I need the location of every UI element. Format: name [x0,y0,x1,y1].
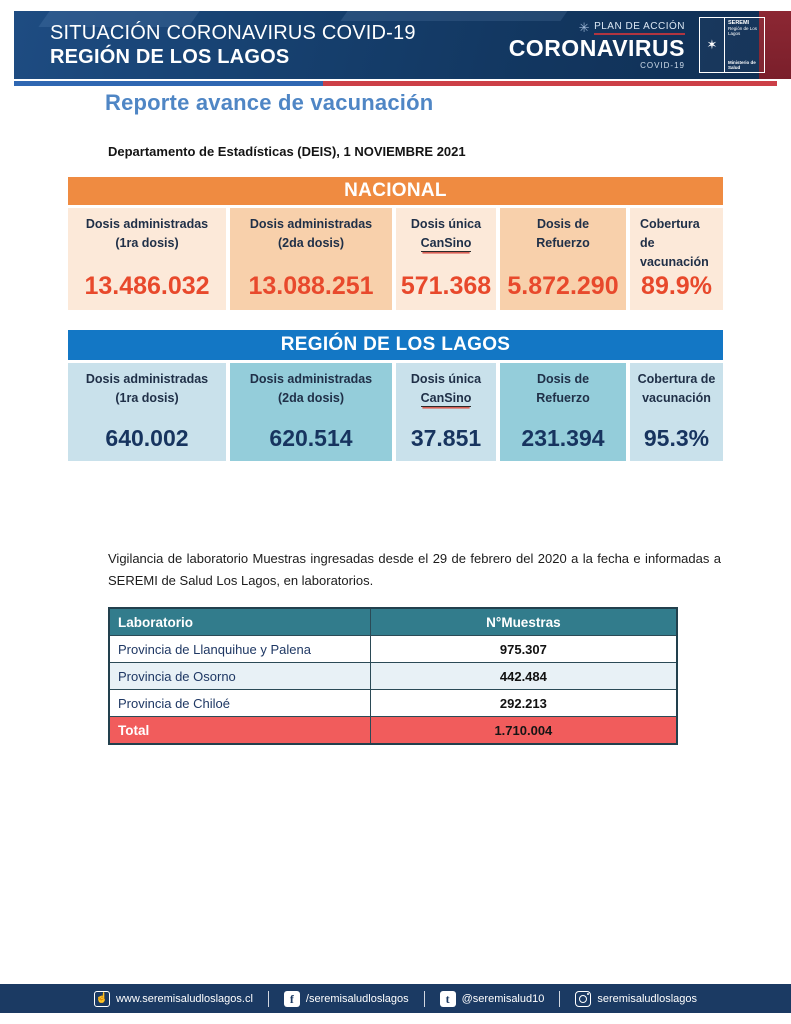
tricolor-divider [14,81,777,86]
column-header: Dosis administradas (2da dosis) [249,217,373,250]
gov-ministry-label: Ministerio de Salud [728,60,756,70]
gov-region-label: Región de Los Lagos [728,26,758,36]
national-column-2 [230,208,392,310]
table-row [109,636,677,663]
table-row [109,663,677,690]
table-row [109,690,677,717]
column-header: Cobertura de vacunación [637,372,716,405]
column-header: Dosis única CanSino [410,217,482,250]
national-table-title: NACIONAL [68,177,723,205]
lab-table-column-header: Laboratorio [109,608,370,636]
lab-row-value: 442.484 [370,663,677,690]
footer-social-link[interactable] [559,991,697,1007]
header-line2: REGIÓN DE LOS LAGOS [50,46,290,68]
lab-total-value: 1.710.004 [370,717,677,745]
lab-row-label: Provincia de Osorno [109,663,370,690]
region-column-2 [230,363,392,461]
column-header: Dosis de Refuerzo [536,372,590,405]
region-table-cells [68,363,723,461]
footer-social-label: seremisaludloslagos [597,992,698,1005]
plan-label: PLAN DE ACCIÓN [594,21,685,35]
footer-social-label: /seremisaludloslagos [305,992,409,1005]
lab-table-body [109,636,677,745]
header-titles [50,21,416,70]
national-value-1: 13.486.032 [84,272,210,300]
region-value-5: 95.3% [643,425,710,451]
lab-total-label: Total [109,717,370,745]
footer-social-bar [0,984,791,1013]
header-banner [14,11,777,79]
government-logo-text [725,18,764,72]
lab-table-header [109,608,677,636]
region-value-3: 37.851 [410,425,482,451]
region-table-title: REGIÓN DE LOS LAGOS [68,330,723,360]
coronavirus-brand: CORONAVIRUS [508,35,685,62]
page-title: Reporte avance de vacunación [105,90,434,115]
national-value-2: 13.088.251 [248,272,374,300]
footer-social-label: @seremisalud10 [461,992,545,1005]
lab-row-value: 292.213 [370,690,677,717]
facebook-icon: f [284,991,300,1007]
footer-social-link[interactable] [424,991,545,1007]
report-subtitle: Departamento de Estadísticas (DEIS), 1 NOVIEMBRE 2021 [108,144,466,159]
header-logos [509,11,765,79]
national-value-5: 89.9% [641,272,712,300]
national-column-1 [68,208,226,310]
footer-social-link[interactable] [94,991,253,1007]
national-column-5 [630,208,723,310]
footer-social-link[interactable] [268,991,409,1007]
national-table-cells [68,208,723,310]
national-column-4 [500,208,626,310]
region-column-1 [68,363,226,461]
column-header: Dosis administradas (2da dosis) [249,372,373,405]
region-vaccination-table [68,330,723,461]
coronavirus-action-plan-logo [509,20,685,69]
column-header: Dosis única CanSino [410,372,482,405]
hand-cursor-icon: ☝ [94,991,110,1007]
region-value-2: 620.514 [269,425,353,451]
lab-total-row [109,717,677,745]
region-value-4: 231.394 [521,425,605,451]
lab-row-value: 975.307 [370,636,677,663]
lab-table-column-header: N°Muestras [370,608,677,636]
laboratory-samples-table [108,607,678,745]
footer-social-label: www.seremisaludloslagos.cl [115,992,253,1005]
government-logo [699,17,765,73]
region-column-5 [630,363,723,461]
region-value-1: 640.002 [105,425,189,451]
header-line1: SITUACIÓN CORONAVIRUS COVID-19 [50,21,416,44]
lab-surveillance-paragraph: Vigilancia de laboratorio Muestras ingresadas desde el 29 de febrero del 2020 a la fecha e informadas a SEREMI de Salud Los Lagos, en laboratorios. [108,551,721,589]
lab-row-label: Provincia de Llanquihue y Palena [109,636,370,663]
instagram-icon [575,991,591,1007]
divider-blue-segment [14,81,323,86]
national-column-3 [396,208,496,310]
region-column-4 [500,363,626,461]
column-header: Dosis administradas (1ra dosis) [85,217,209,250]
national-value-4: 5.872.290 [507,272,619,300]
gov-seremi-label: SEREMI [728,20,750,26]
divider-red-segment [323,81,777,86]
covid19-sublabel: COVID-19 [640,60,685,70]
chile-coat-of-arms-icon: ✶ [700,18,725,72]
column-header: Dosis administradas (1ra dosis) [85,372,209,405]
virus-icon: ✳ [578,20,591,36]
twitter-icon: t [440,991,456,1007]
lab-row-label: Provincia de Chiloé [109,690,370,717]
national-vaccination-table [68,177,723,310]
national-value-3: 571.368 [400,272,492,300]
region-column-3 [396,363,496,461]
column-header: Cobertura de vacunación [640,217,709,269]
column-header: Dosis de Refuerzo [536,217,590,250]
